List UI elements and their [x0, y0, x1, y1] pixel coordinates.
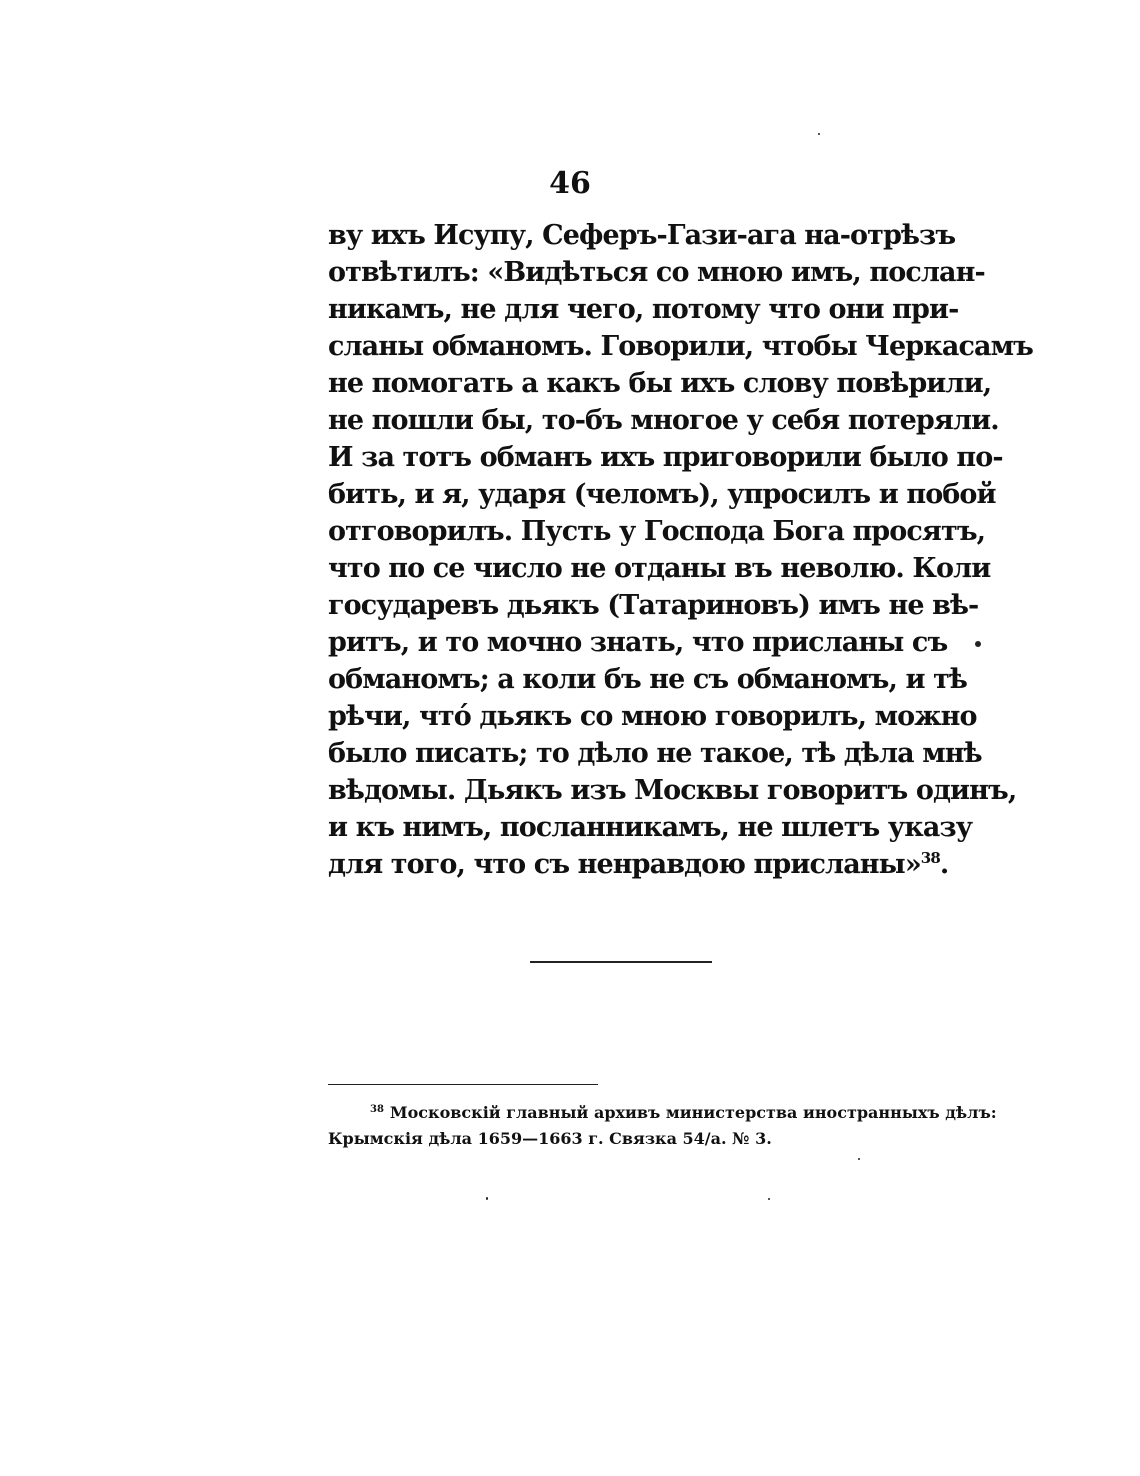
- last-line-text: для того, что съ ненравдою присланы»: [328, 849, 921, 880]
- text-line: и къ нимъ, посланникамъ, не шлетъ указу: [328, 812, 973, 843]
- footnote-number: 38: [370, 1103, 384, 1115]
- text-line: государевъ дьякъ (Татариновъ) имъ не вѣ-: [328, 590, 979, 621]
- text-line: было писать; то дѣло не такое, тѣ дѣла мнѣ: [328, 738, 982, 769]
- text-line: ву ихъ Исупу, Сеферъ-Гази-ага на-отрѣзъ: [328, 220, 956, 251]
- text-line: вѣдомы. Дьякъ изъ Москвы говоритъ одинъ,: [328, 775, 1017, 806]
- text-line: что по се число не отданы въ неволю. Коли: [328, 553, 991, 584]
- text-line: обманомъ; а коли бъ не съ обманомъ, и тѣ: [328, 664, 967, 695]
- text-line: рѣчи, что́ дьякъ со мною говорилъ, можно: [328, 701, 977, 732]
- print-speck: [818, 133, 820, 135]
- text-line: ритъ, и то мочно знать, что присланы съ: [328, 627, 948, 658]
- text-line: И за тотъ обманъ ихъ приговорили было по-: [328, 442, 1003, 473]
- section-divider: [530, 961, 712, 963]
- print-speck: [975, 641, 981, 647]
- text-line: сланы обманомъ. Говорили, чтобы Черкасамъ: [328, 331, 1033, 362]
- text-line: никамъ, не для чего, потому что они при-: [328, 294, 959, 325]
- print-speck: [858, 1158, 860, 1160]
- final-period: .: [939, 849, 949, 880]
- footnote-reference[interactable]: 38: [920, 849, 940, 867]
- footnote: [328, 1100, 997, 1152]
- footnote-divider: [328, 1084, 598, 1085]
- footnote-line: [328, 1100, 997, 1126]
- footnote-line: Крымскія дѣла 1659—1663 г. Связка 54/а. № 3.: [328, 1129, 772, 1148]
- footnote-text-1: Московскій главный архивъ министерства иностранныхъ дѣлъ:: [389, 1103, 997, 1122]
- text-line: отвѣтилъ: «Видѣться со мною имъ, послан-: [328, 257, 985, 288]
- text-line: не пошли бы, то-бъ многое у себя потеряли.: [328, 405, 999, 436]
- text-line: не помогать а какъ бы ихъ слову повѣрили,: [328, 368, 992, 399]
- text-line: отговорилъ. Пусть у Господа Бога просятъ,: [328, 516, 986, 547]
- print-speck: [486, 1197, 488, 1200]
- text-line-last: [328, 846, 949, 883]
- print-speck: [768, 1198, 770, 1200]
- page-number: 46: [549, 166, 591, 201]
- text-line: бить, и я, ударя (челомъ), упросилъ и побой: [328, 479, 996, 510]
- main-text: [328, 217, 1033, 883]
